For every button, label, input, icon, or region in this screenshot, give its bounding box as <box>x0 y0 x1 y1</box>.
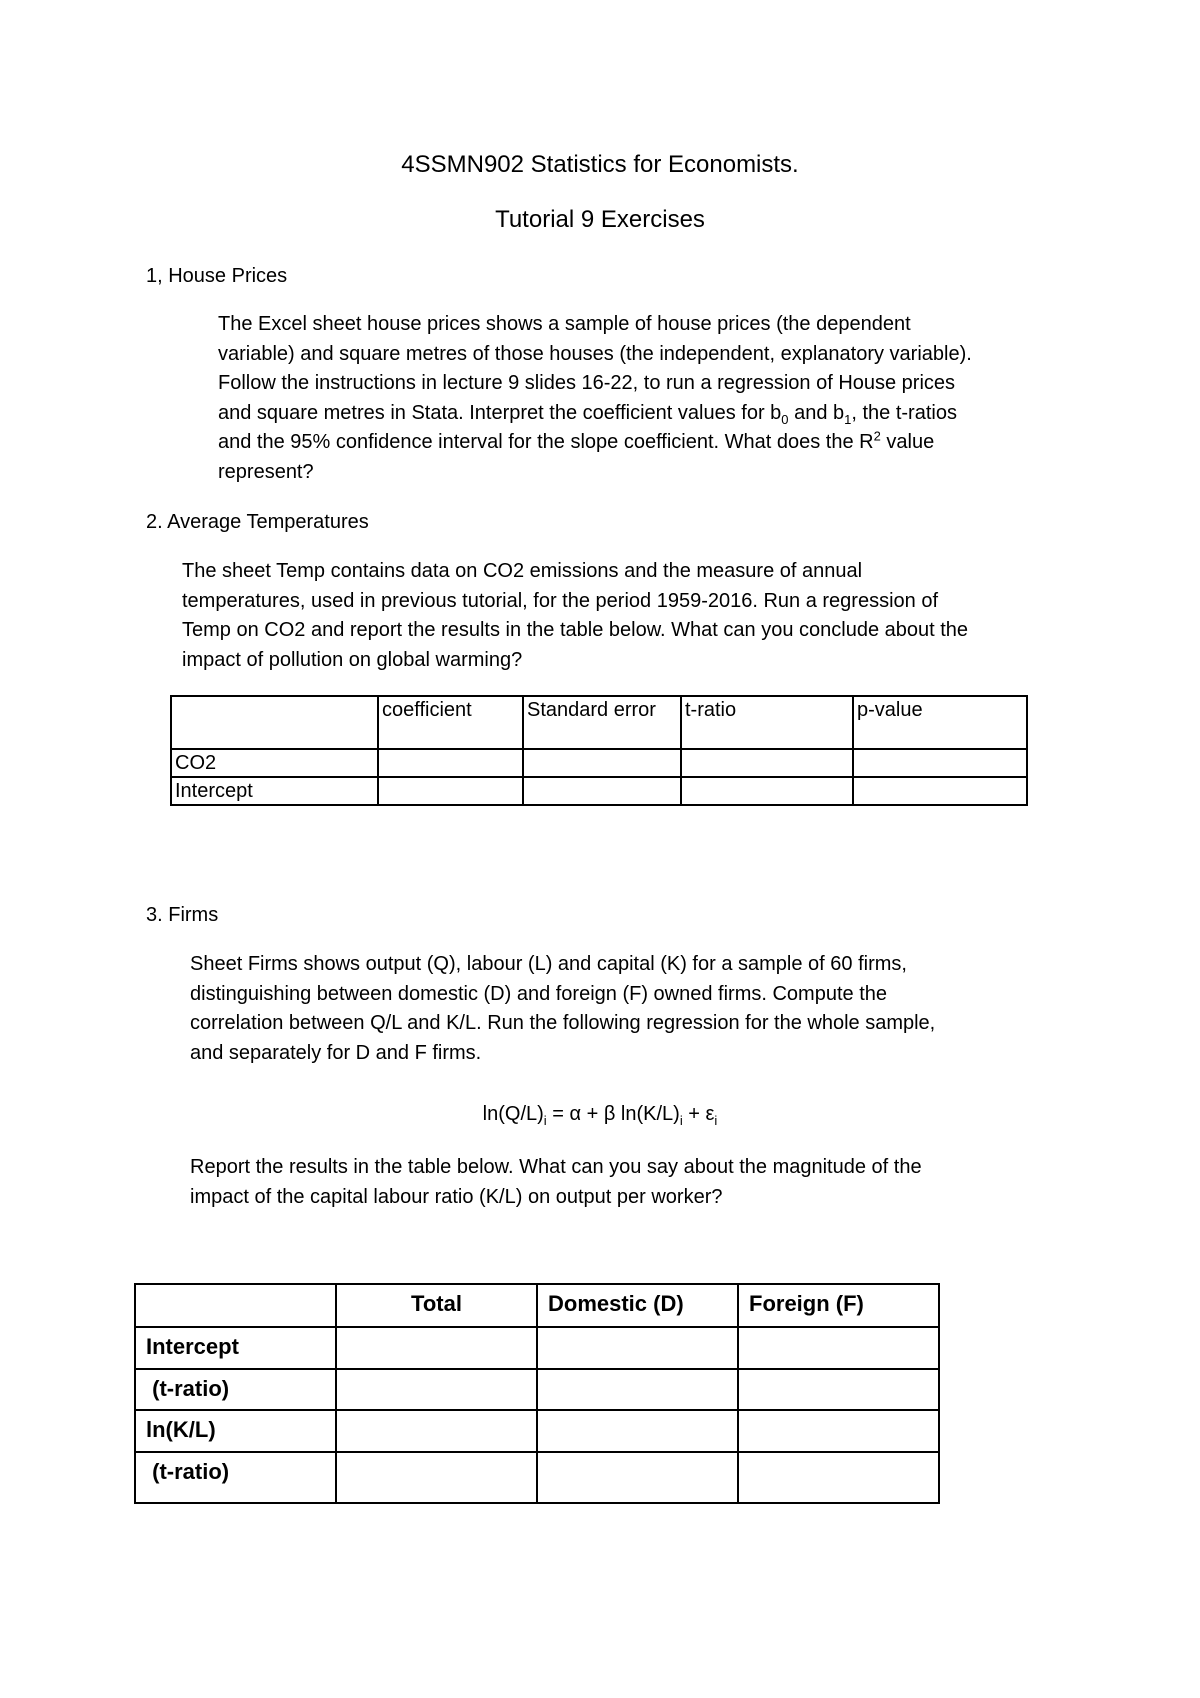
q1-line-6: represent? <box>218 460 314 483</box>
table-cell[interactable] <box>853 749 1027 777</box>
table-header-cell: t-ratio <box>681 696 853 749</box>
row-label-intercept: Intercept <box>171 777 378 805</box>
formula-part: + ε <box>682 1103 715 1125</box>
formula-subscript: i <box>543 1113 547 1128</box>
q1-line-5-a: and the 95% confidence interval for the slope coefficient. What does the R <box>218 431 874 453</box>
q3-report-line-1: Report the results in the table below. What can you say about the magnitude of the <box>190 1156 922 1178</box>
q3-heading: 3. Firms <box>146 904 219 926</box>
table-header-cell <box>135 1284 336 1327</box>
q3-line-4: and separately for D and F firms. <box>190 1041 482 1064</box>
q3-report-paragraph <box>190 1153 922 1212</box>
column-header-domestic: Domestic (D) <box>537 1284 738 1327</box>
b1-subscript: 1 <box>844 411 852 427</box>
q1-heading: 1, House Prices <box>146 265 288 287</box>
q2-heading: 2. Average Temperatures <box>146 511 369 533</box>
table-header-cell <box>171 696 378 749</box>
table-cell[interactable] <box>681 749 853 777</box>
table-header-row <box>135 1284 939 1327</box>
q3-report-line-2: impact of the capital labour ratio (K/L) on output per worker? <box>190 1185 723 1208</box>
document-title: 4SSMN902 Statistics for Economists. <box>401 151 799 178</box>
q1-line-1: The Excel sheet house prices shows a sample of house prices (the dependent <box>218 313 911 335</box>
table-cell[interactable] <box>537 1369 738 1410</box>
b0-subscript: 0 <box>781 411 789 427</box>
table-header-row <box>171 696 1027 749</box>
q2-line-2: temperatures, used in previous tutorial, for the period 1959-2016. Run a regression of <box>182 589 938 612</box>
table-cell[interactable] <box>853 777 1027 805</box>
q2-line-4: impact of pollution on global warming? <box>182 648 523 671</box>
q1-line-3: Follow the instructions in lecture 9 slides 16-22, to run a regression of House prices <box>218 372 956 394</box>
table-row <box>135 1410 939 1452</box>
column-header-total: Total <box>336 1284 537 1327</box>
row-label-ln-kl: ln(K/L) <box>135 1410 336 1452</box>
q3-paragraph <box>190 950 935 1068</box>
table-cell[interactable] <box>523 777 681 805</box>
table-cell[interactable] <box>681 777 853 805</box>
formula-part: ln(Q/L) <box>482 1103 544 1125</box>
row-label-t-ratio: (t-ratio) <box>135 1369 336 1410</box>
table-cell[interactable] <box>336 1452 537 1503</box>
table-cell[interactable] <box>738 1410 939 1452</box>
table-cell[interactable] <box>537 1410 738 1452</box>
q1-paragraph <box>218 310 972 487</box>
formula-part: = α + β ln(K/L) <box>546 1103 680 1125</box>
table-cell[interactable] <box>738 1369 939 1410</box>
firms-results-table <box>134 1283 940 1504</box>
row-label-t-ratio: (t-ratio) <box>135 1452 336 1503</box>
table-cell[interactable] <box>336 1327 537 1369</box>
q1-line-4 <box>218 399 972 429</box>
table-row <box>135 1369 939 1410</box>
row-label-intercept: Intercept <box>135 1327 336 1369</box>
formula-subscript: i <box>714 1113 718 1128</box>
table-header-cell: coefficient <box>378 696 523 749</box>
table-header-cell: Standard error <box>523 696 681 749</box>
table-cell[interactable] <box>738 1452 939 1503</box>
q3-line-1: Sheet Firms shows output (Q), labour (L) and capital (K) for a sample of 60 firms, <box>190 953 907 975</box>
q3-line-3: correlation between Q/L and K/L. Run the following regression for the whole sample, <box>190 1012 936 1034</box>
q1-line-4-c: , the t-ratios <box>851 401 957 424</box>
table-cell[interactable] <box>537 1452 738 1503</box>
q3-line-2: distinguishing between domestic (D) and foreign (F) owned firms. Compute the <box>190 982 887 1005</box>
table-cell[interactable] <box>738 1327 939 1369</box>
table-cell[interactable] <box>336 1410 537 1452</box>
formula-subscript: i <box>679 1113 683 1128</box>
q1-line-5 <box>218 428 972 458</box>
q2-line-1: The sheet Temp contains data on CO2 emissions and the measure of annual <box>182 560 863 582</box>
q1-line-4-a: and square metres in Stata. Interpret the coefficient values for b <box>218 401 782 424</box>
q1-line-4-b: and b <box>788 401 845 424</box>
document-subtitle: Tutorial 9 Exercises <box>495 206 705 233</box>
q2-paragraph <box>182 557 968 675</box>
regression-formula <box>0 1101 1200 1127</box>
table-cell[interactable] <box>378 777 523 805</box>
table-row <box>135 1452 939 1503</box>
r-squared-superscript: 2 <box>873 428 881 444</box>
table-cell[interactable] <box>537 1327 738 1369</box>
q1-line-5-b: value <box>880 431 935 453</box>
table-row <box>135 1327 939 1369</box>
table-header-cell: p-value <box>853 696 1027 749</box>
table-cell[interactable] <box>523 749 681 777</box>
q2-line-3: Temp on CO2 and report the results in the table below. What can you conclude about the <box>182 619 969 641</box>
table-row <box>171 777 1027 805</box>
table-cell[interactable] <box>336 1369 537 1410</box>
q1-line-2: variable) and square metres of those houses (the independent, explanatory variable). <box>218 342 972 365</box>
table-row <box>171 749 1027 777</box>
row-label-co2: CO2 <box>171 749 378 777</box>
column-header-foreign: Foreign (F) <box>738 1284 939 1327</box>
table-cell[interactable] <box>378 749 523 777</box>
co2-results-table <box>170 695 1028 806</box>
